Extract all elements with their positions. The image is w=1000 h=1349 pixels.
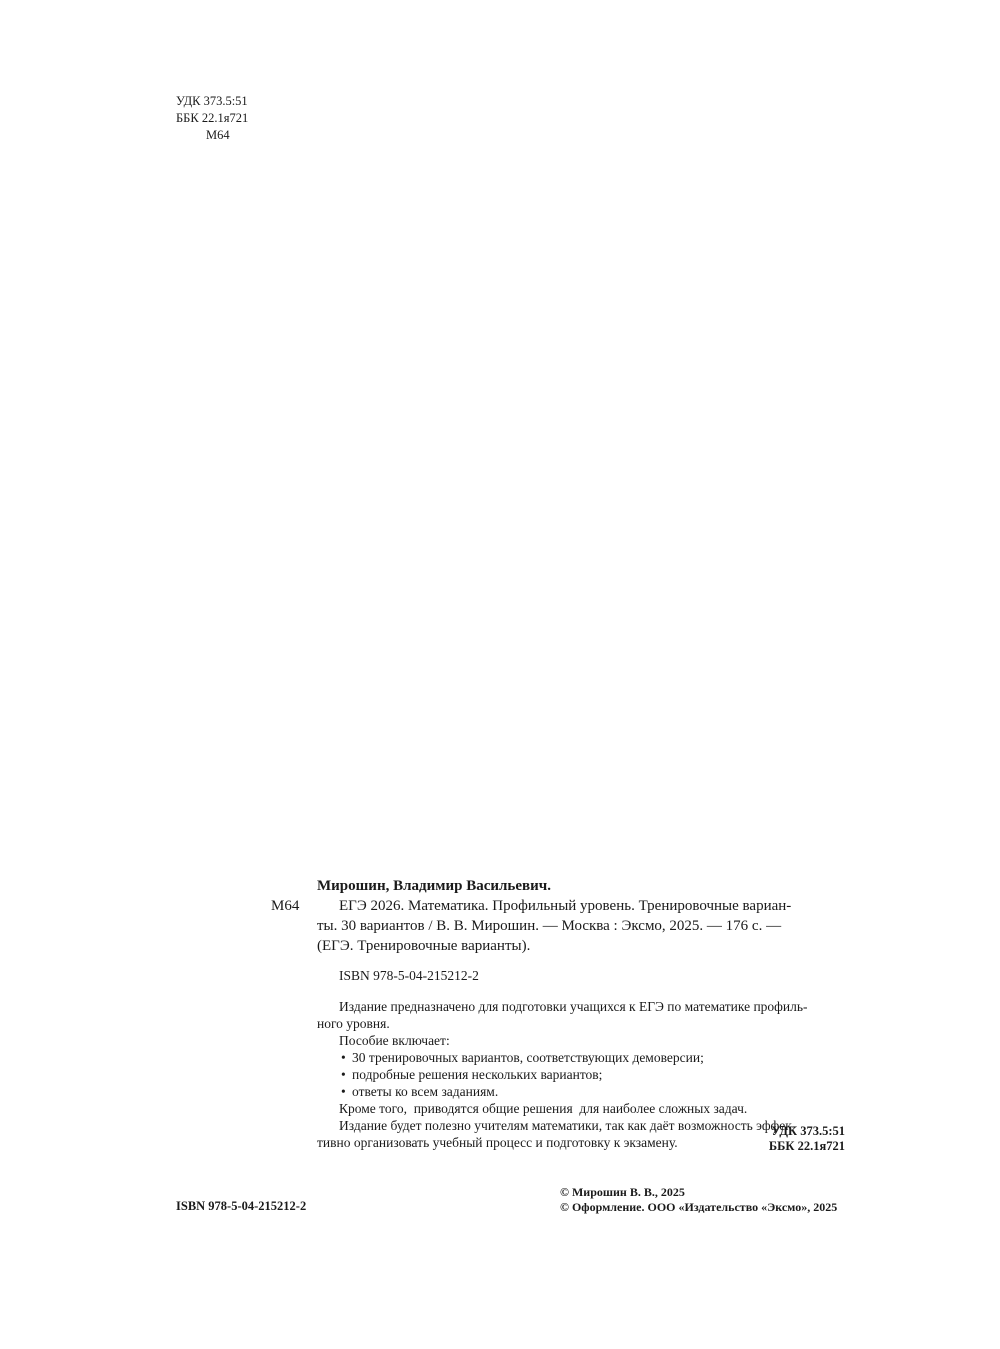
list-item-text: подробные решения нескольких вариантов; [352,1067,603,1082]
description-line: ты. 30 вариантов / В. В. Мирошин. — Москва : Эксмо, 2025. — 176 с. — [317,918,782,934]
card-isbn: ISBN 978-5-04-215212-2 [339,968,479,983]
card-annotation [317,998,847,1151]
annotation-closing-line: тивно организовать учебный процесс и подготовку к экзамену. [317,1135,678,1150]
list-item [317,1066,847,1083]
list-item-text: ответы ко всем заданиям. [352,1084,499,1099]
bullet-icon: • [341,1050,346,1065]
classification-block-top [176,93,248,144]
card-author: Мирошин, Владимир Васильевич. [317,878,551,894]
annotation-intro-line: Издание предназначено для подготовки учащихся к ЕГЭ по математике профиль- [339,999,808,1014]
bullet-icon: • [341,1084,346,1099]
list-item-text: 30 тренировочных вариантов, соответствующих демоверсии; [352,1050,704,1065]
card-author-mark: М64 [271,898,300,914]
bbk-code: ББК 22.1я721 [176,111,249,125]
udk-code: УДК 373.5:51 [176,94,248,108]
author-mark: М64 [206,128,230,142]
annotation-includes-label: Пособие включает: [339,1033,450,1048]
annotation-extra: Кроме того, приводятся общие решения для наиболее сложных задач. [339,1101,748,1116]
list-item [317,1083,847,1100]
description-line: ЕГЭ 2026. Математика. Профильный уровень. Тренировочные вариан- [339,898,792,914]
annotation-intro-line: ного уровня. [317,1016,390,1031]
annotation-closing-line: Издание будет полезно учителям математики, так как даёт возможность эффек- [339,1118,797,1133]
annotation-list [317,1049,847,1100]
classification-block-bottom [769,1124,845,1154]
copyright-author: © Мирошин В. В., 2025 [560,1185,685,1199]
description-line: (ЕГЭ. Тренировочные варианты). [317,938,531,954]
bullet-icon: • [341,1067,346,1082]
card-description [317,896,847,956]
catalog-card [271,876,847,1151]
list-item [317,1049,847,1066]
isbn: ISBN 978-5-04-215212-2 [176,1199,307,1213]
udk-code: УДК 373.5:51 [771,1124,845,1138]
bbk-code: ББК 22.1я721 [768,1139,845,1153]
copyright-design: © Оформление. ООО «Издательство «Эксмо», 2025 [560,1200,838,1214]
copyright-block [560,1185,837,1215]
